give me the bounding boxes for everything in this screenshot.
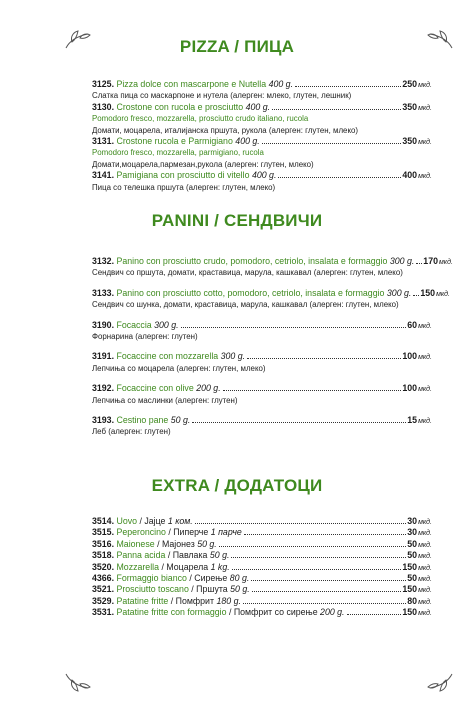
item-weight: 50 g. xyxy=(209,550,230,561)
item-code: 3521. xyxy=(92,584,115,595)
section-title-panini: PANINI / СЕНДВИЧИ xyxy=(151,211,323,230)
menu-item-row xyxy=(92,170,432,181)
menu-item-row xyxy=(92,383,432,394)
menu-item-row xyxy=(92,320,432,331)
leader-dots xyxy=(251,580,406,581)
price-unit: мкд. xyxy=(418,610,432,618)
extra-list xyxy=(92,516,432,619)
item-code: 4366. xyxy=(92,572,115,583)
menu-item-row xyxy=(92,550,432,561)
item-code: 3131. xyxy=(92,135,115,146)
item-price: 100 xyxy=(402,351,418,362)
leader-dots xyxy=(223,390,402,391)
item-ingredients-it xyxy=(92,113,432,124)
item-description-mk xyxy=(92,182,432,193)
item-code: 3531. xyxy=(92,607,115,618)
leader-dots xyxy=(219,546,407,547)
item-price: 50 xyxy=(407,550,418,561)
item-code: 3132. xyxy=(92,256,115,266)
item-name: Mozzarella xyxy=(116,561,160,572)
item-code: 3516. xyxy=(92,538,115,549)
item-code: 3518. xyxy=(92,550,115,561)
leader-dots xyxy=(232,569,402,570)
item-name-mk: / Пршута xyxy=(191,584,228,595)
description-text: Сендвич со пршута, домати, краставица, марула, кашкавал (алерген: глутен, млеко) xyxy=(92,268,403,278)
item-name: Maionese xyxy=(116,538,155,549)
item-name: Pamigiana con prosciutto di vitello xyxy=(116,170,250,181)
item-name-mk: / Моцарела xyxy=(161,561,209,572)
leader-dots xyxy=(272,109,401,110)
description-text: Пица со телешка пршута (алерген: глутен, млеко) xyxy=(92,182,276,192)
menu-item-row xyxy=(92,584,432,595)
leader-dots xyxy=(243,603,406,604)
item-weight: 80 g. xyxy=(229,572,250,583)
leader-dots xyxy=(262,143,402,144)
price-unit: мкд. xyxy=(418,417,432,425)
item-name: Formaggio bianco xyxy=(116,572,187,583)
item-price: 80 xyxy=(407,595,418,606)
item-description-mk xyxy=(92,426,432,437)
menu-item-row xyxy=(92,539,432,550)
item-name-mk: / Помфрит xyxy=(170,595,214,606)
menu-item-row xyxy=(92,573,432,584)
price-unit: мкд. xyxy=(438,259,453,266)
menu-item-row xyxy=(92,607,432,618)
item-description-mk xyxy=(92,125,432,136)
description-text: Форнарина (алерген: глутен) xyxy=(92,331,198,341)
item-price: 30 xyxy=(407,516,418,526)
item-weight: 200 g. xyxy=(196,383,221,394)
item-weight: 1 kg. xyxy=(210,561,230,572)
item-name: Prosciutto toscano xyxy=(116,584,189,595)
menu-item-row xyxy=(92,256,453,267)
item-name: Crostone rucola e Parmigiano xyxy=(116,135,233,146)
price-unit: мкд. xyxy=(418,519,432,526)
price-unit: мкд. xyxy=(418,173,432,181)
item-name: Focaccine con olive xyxy=(116,383,194,394)
price-unit: мкд. xyxy=(418,587,432,595)
menu-item-row xyxy=(92,596,432,607)
menu-item-row xyxy=(92,415,432,426)
description-text: Домати,моцарела,пармезан,рукола (алерген: глутен, млеко) xyxy=(92,159,314,169)
item-weight: 50 g. xyxy=(170,414,191,425)
item-name: Pizza dolce con mascarpone e Nutella xyxy=(116,79,267,89)
item-name: Panino con prosciutto cotto, pomodoro, cetriolo, insalata e formaggio xyxy=(116,287,385,298)
item-name-mk: / Сирење xyxy=(189,572,228,583)
item-name: Patatine fritte xyxy=(116,595,169,606)
section-title-extra: EXTRA / ДОДАТОЦИ xyxy=(151,476,323,495)
item-price: 30 xyxy=(407,527,418,538)
item-code: 3130. xyxy=(92,101,115,112)
item-weight: 1 ком. xyxy=(167,516,193,526)
item-weight: 50 g. xyxy=(197,538,217,549)
item-price: 150 xyxy=(402,584,418,595)
menu-item-row xyxy=(92,287,450,299)
item-price: 250 xyxy=(402,79,418,89)
item-weight: 200 g. xyxy=(320,607,345,618)
item-weight: 400 g. xyxy=(268,79,294,89)
item-code: 3192. xyxy=(92,383,115,394)
price-unit: мкд. xyxy=(436,290,450,298)
item-weight: 400 g. xyxy=(235,135,260,146)
leader-dots xyxy=(347,614,402,615)
price-unit: мкд. xyxy=(418,564,432,572)
item-description-mk xyxy=(92,395,432,406)
price-unit: мкд. xyxy=(418,530,432,538)
leader-dots xyxy=(413,295,419,296)
item-name: Focaccine con mozzarella xyxy=(116,351,219,362)
item-description-mk xyxy=(92,159,432,170)
ingredients-text: Pomodoro fresco, mozzarella, parmigiano, rucola xyxy=(92,148,264,158)
price-unit: мкд. xyxy=(418,138,432,146)
item-name-mk: / Јајце xyxy=(139,516,166,526)
price-unit: мкд. xyxy=(418,322,432,330)
leader-dots xyxy=(295,86,401,87)
item-price: 150 xyxy=(402,607,418,618)
description-text: Слатка пица со маскарпоне и нутела (алерген: млеко, глутен, лешник) xyxy=(92,91,352,101)
leader-dots xyxy=(247,358,401,359)
item-name: Focaccia xyxy=(116,319,152,330)
item-code: 3190. xyxy=(92,319,115,330)
item-weight: 300 g. xyxy=(386,287,412,298)
item-weight: 400 g. xyxy=(245,101,271,112)
item-code: 3125. xyxy=(92,79,115,89)
item-description-mk xyxy=(92,331,432,342)
menu-item-row xyxy=(92,516,432,527)
item-name-mk: / Павлака xyxy=(167,550,208,561)
item-name: Cestino pane xyxy=(116,414,169,425)
leader-dots xyxy=(192,422,406,423)
item-name: Panna acida xyxy=(116,550,166,561)
item-price: 60 xyxy=(407,319,418,330)
price-unit: мкд. xyxy=(418,82,432,89)
item-price: 150 xyxy=(402,561,418,572)
item-price: 50 xyxy=(407,538,418,549)
item-description-mk xyxy=(92,363,432,374)
price-unit: мкд. xyxy=(418,386,432,394)
description-text: Сендвич со шунка, домати, краставица, марула, кашкавал (алерген: глутен, млеко) xyxy=(92,300,399,310)
item-name-mk: / Пиперче xyxy=(168,527,209,538)
menu-item-row xyxy=(92,527,432,538)
description-text: Леб (алерген: глутен) xyxy=(92,427,171,437)
item-code: 3141. xyxy=(92,170,115,181)
leader-dots xyxy=(195,523,407,524)
item-description-mk xyxy=(92,267,432,278)
item-code: 3520. xyxy=(92,561,115,572)
pizza-list xyxy=(92,79,432,193)
menu-item-row xyxy=(92,562,432,573)
item-name-mk: / Мајонез xyxy=(157,538,195,549)
item-price: 350 xyxy=(402,135,418,146)
item-ingredients-it xyxy=(92,147,432,158)
menu-item-row xyxy=(92,351,432,362)
menu-item-row xyxy=(92,79,432,90)
item-name: Peperoncino xyxy=(116,527,166,538)
item-price: 100 xyxy=(402,383,418,394)
leader-dots xyxy=(231,557,406,558)
leader-dots xyxy=(416,263,422,264)
item-price: 350 xyxy=(402,101,418,112)
leader-dots xyxy=(181,327,407,328)
item-price: 400 xyxy=(402,170,418,181)
item-weight: 300 g. xyxy=(389,256,415,266)
item-weight: 50 g. xyxy=(230,584,250,595)
panini-list xyxy=(92,256,453,438)
leaf-flourish-icon xyxy=(426,670,456,694)
item-code: 3515. xyxy=(92,527,115,538)
item-name: Panino con prosciutto crudo, pomodoro, cetriolo, insalata e formaggio xyxy=(116,256,388,266)
price-unit: мкд. xyxy=(418,354,432,362)
item-description-mk xyxy=(92,299,432,310)
item-code: 3514. xyxy=(92,516,115,526)
item-price: 150 xyxy=(420,287,436,298)
leader-dots xyxy=(278,177,401,178)
item-code: 3191. xyxy=(92,351,115,362)
price-unit: мкд. xyxy=(418,575,432,583)
price-unit: мкд. xyxy=(418,541,432,549)
item-code: 3133. xyxy=(92,287,115,298)
item-code: 3193. xyxy=(92,414,115,425)
section-title-pizza: PIZZA / ПИЦА xyxy=(179,37,295,56)
item-weight: 300 g. xyxy=(154,319,179,330)
description-text: Лепчиња со маслинки (алерген: глутен) xyxy=(92,395,238,405)
description-text: Домати, моцарела, италијанска пршута, рукола (алерген: глутен, млеко) xyxy=(92,125,358,135)
description-text: Лепчиња со моцарела (алерген: глутен, млеко) xyxy=(92,363,266,373)
item-description-mk xyxy=(92,90,432,101)
menu-item-row xyxy=(92,136,432,147)
price-unit: мкд. xyxy=(418,553,432,561)
item-name: Patatine fritte con formaggio xyxy=(116,607,227,618)
item-price: 15 xyxy=(407,414,418,425)
item-weight: 300 g. xyxy=(220,351,246,362)
item-name: Uovo xyxy=(116,516,138,526)
leaf-flourish-icon xyxy=(62,670,92,694)
item-price: 50 xyxy=(407,572,418,583)
item-code: 3529. xyxy=(92,595,115,606)
leader-dots xyxy=(252,591,402,592)
price-unit: мкд. xyxy=(418,598,432,606)
menu-item-row xyxy=(92,102,432,113)
item-price: 170 xyxy=(423,256,438,266)
item-weight: 180 g. xyxy=(216,595,241,606)
item-name-mk: / Помфрит со сирење xyxy=(228,607,318,618)
item-name: Crostone con rucola e prosciutto xyxy=(116,101,244,112)
item-weight: 400 g. xyxy=(251,170,277,181)
ingredients-text: Pomodoro fresco, mozzarella, prosciutto crudo italiano, rucola xyxy=(92,114,309,124)
price-unit: мкд. xyxy=(418,104,432,112)
item-weight: 1 парче xyxy=(210,527,242,538)
leader-dots xyxy=(244,534,407,535)
